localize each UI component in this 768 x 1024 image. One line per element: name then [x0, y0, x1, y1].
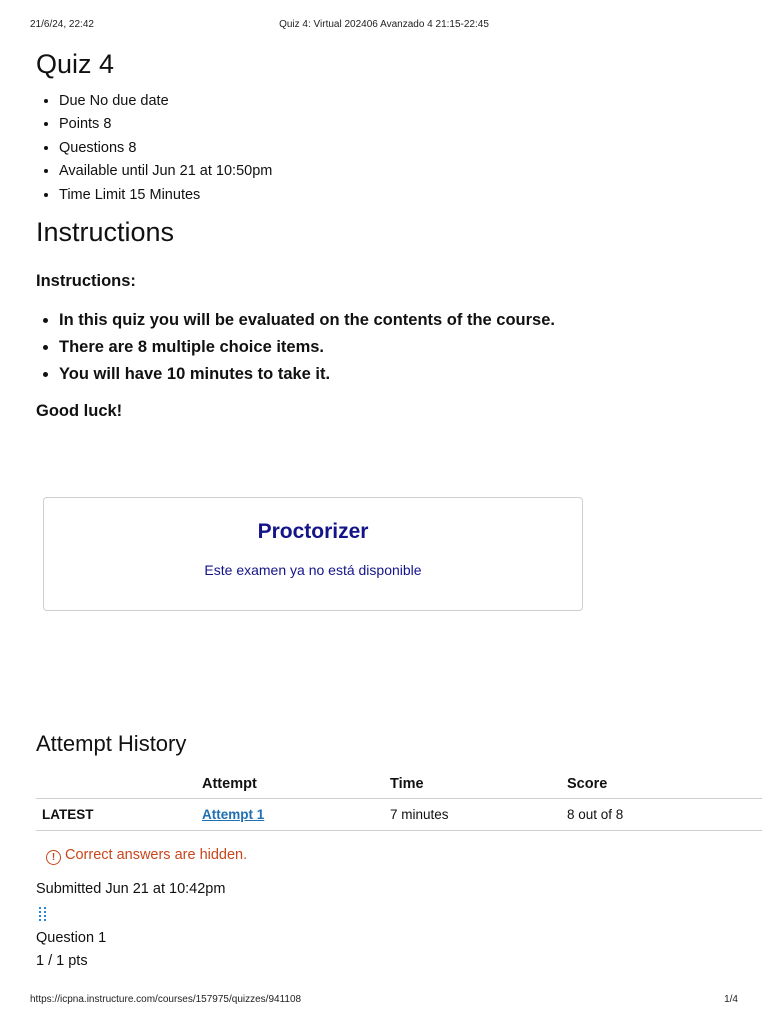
proctorizer-panel [43, 497, 583, 611]
good-luck-text: Good luck! [36, 402, 123, 421]
attempt-1-link[interactable]: Attempt 1 [202, 807, 265, 822]
print-footer [30, 994, 738, 1008]
question-points: 1 / 1 pts [36, 953, 88, 969]
question-label: Question 1 [36, 930, 107, 946]
quiz-detail-points: • Points 8 [59, 113, 736, 136]
quiz-detail-available: • Available until Jun 21 at 10:50pm [59, 160, 736, 183]
column-header-attempt: Attempt [196, 770, 384, 799]
submitted-timestamp: Submitted Jun 21 at 10:42pm [36, 881, 226, 897]
table-row [36, 799, 762, 831]
instruction-item: • There are 8 multiple choice items. [59, 334, 736, 361]
column-header-score: Score [561, 770, 762, 799]
quiz-content [36, 44, 736, 423]
answers-hidden-text: Correct answers are hidden. [65, 847, 248, 863]
instructions-list [36, 307, 736, 388]
quiz-title: Quiz 4 [36, 49, 115, 79]
print-header [30, 19, 738, 33]
print-url: https://icpna.instructure.com/courses/157975/quizzes/941108 [30, 994, 302, 1005]
attempt-history-heading: Attempt History [36, 731, 187, 756]
column-header-label [36, 770, 196, 799]
table-header-row [36, 770, 762, 799]
column-header-time: Time [384, 770, 561, 799]
drag-handle-icon[interactable] [38, 906, 48, 922]
attempt-time: 7 minutes [384, 799, 561, 831]
attempt-history-table [36, 770, 762, 831]
print-datetime: 21/6/24, 22:42 [30, 19, 94, 30]
quiz-detail-due: • Due No due date [59, 90, 736, 113]
quiz-detail-time-limit: • Time Limit 15 Minutes [59, 184, 736, 207]
proctorizer-title: Proctorizer [257, 520, 369, 543]
print-page-title: Quiz 4: Virtual 202406 Avanzado 4 21:15-22:45 [279, 19, 489, 30]
attempt-latest-label: LATEST [36, 799, 196, 831]
quiz-details-list [36, 90, 736, 207]
warning-circle-icon: ! [46, 850, 61, 865]
instructions-heading: Instructions [36, 217, 175, 248]
proctorizer-message: Este examen ya no está disponible [204, 562, 422, 578]
instruction-item: • In this quiz you will be evaluated on the contents of the course. [59, 307, 736, 334]
attempt-cell [196, 799, 384, 831]
print-page-number: 1/4 [724, 994, 738, 1005]
quiz-detail-questions: • Questions 8 [59, 137, 736, 160]
attempt-score: 8 out of 8 [561, 799, 762, 831]
answers-hidden-notice [46, 845, 247, 865]
instruction-item: • You will have 10 minutes to take it. [59, 361, 736, 388]
instructions-subheading: Instructions: [36, 272, 136, 291]
